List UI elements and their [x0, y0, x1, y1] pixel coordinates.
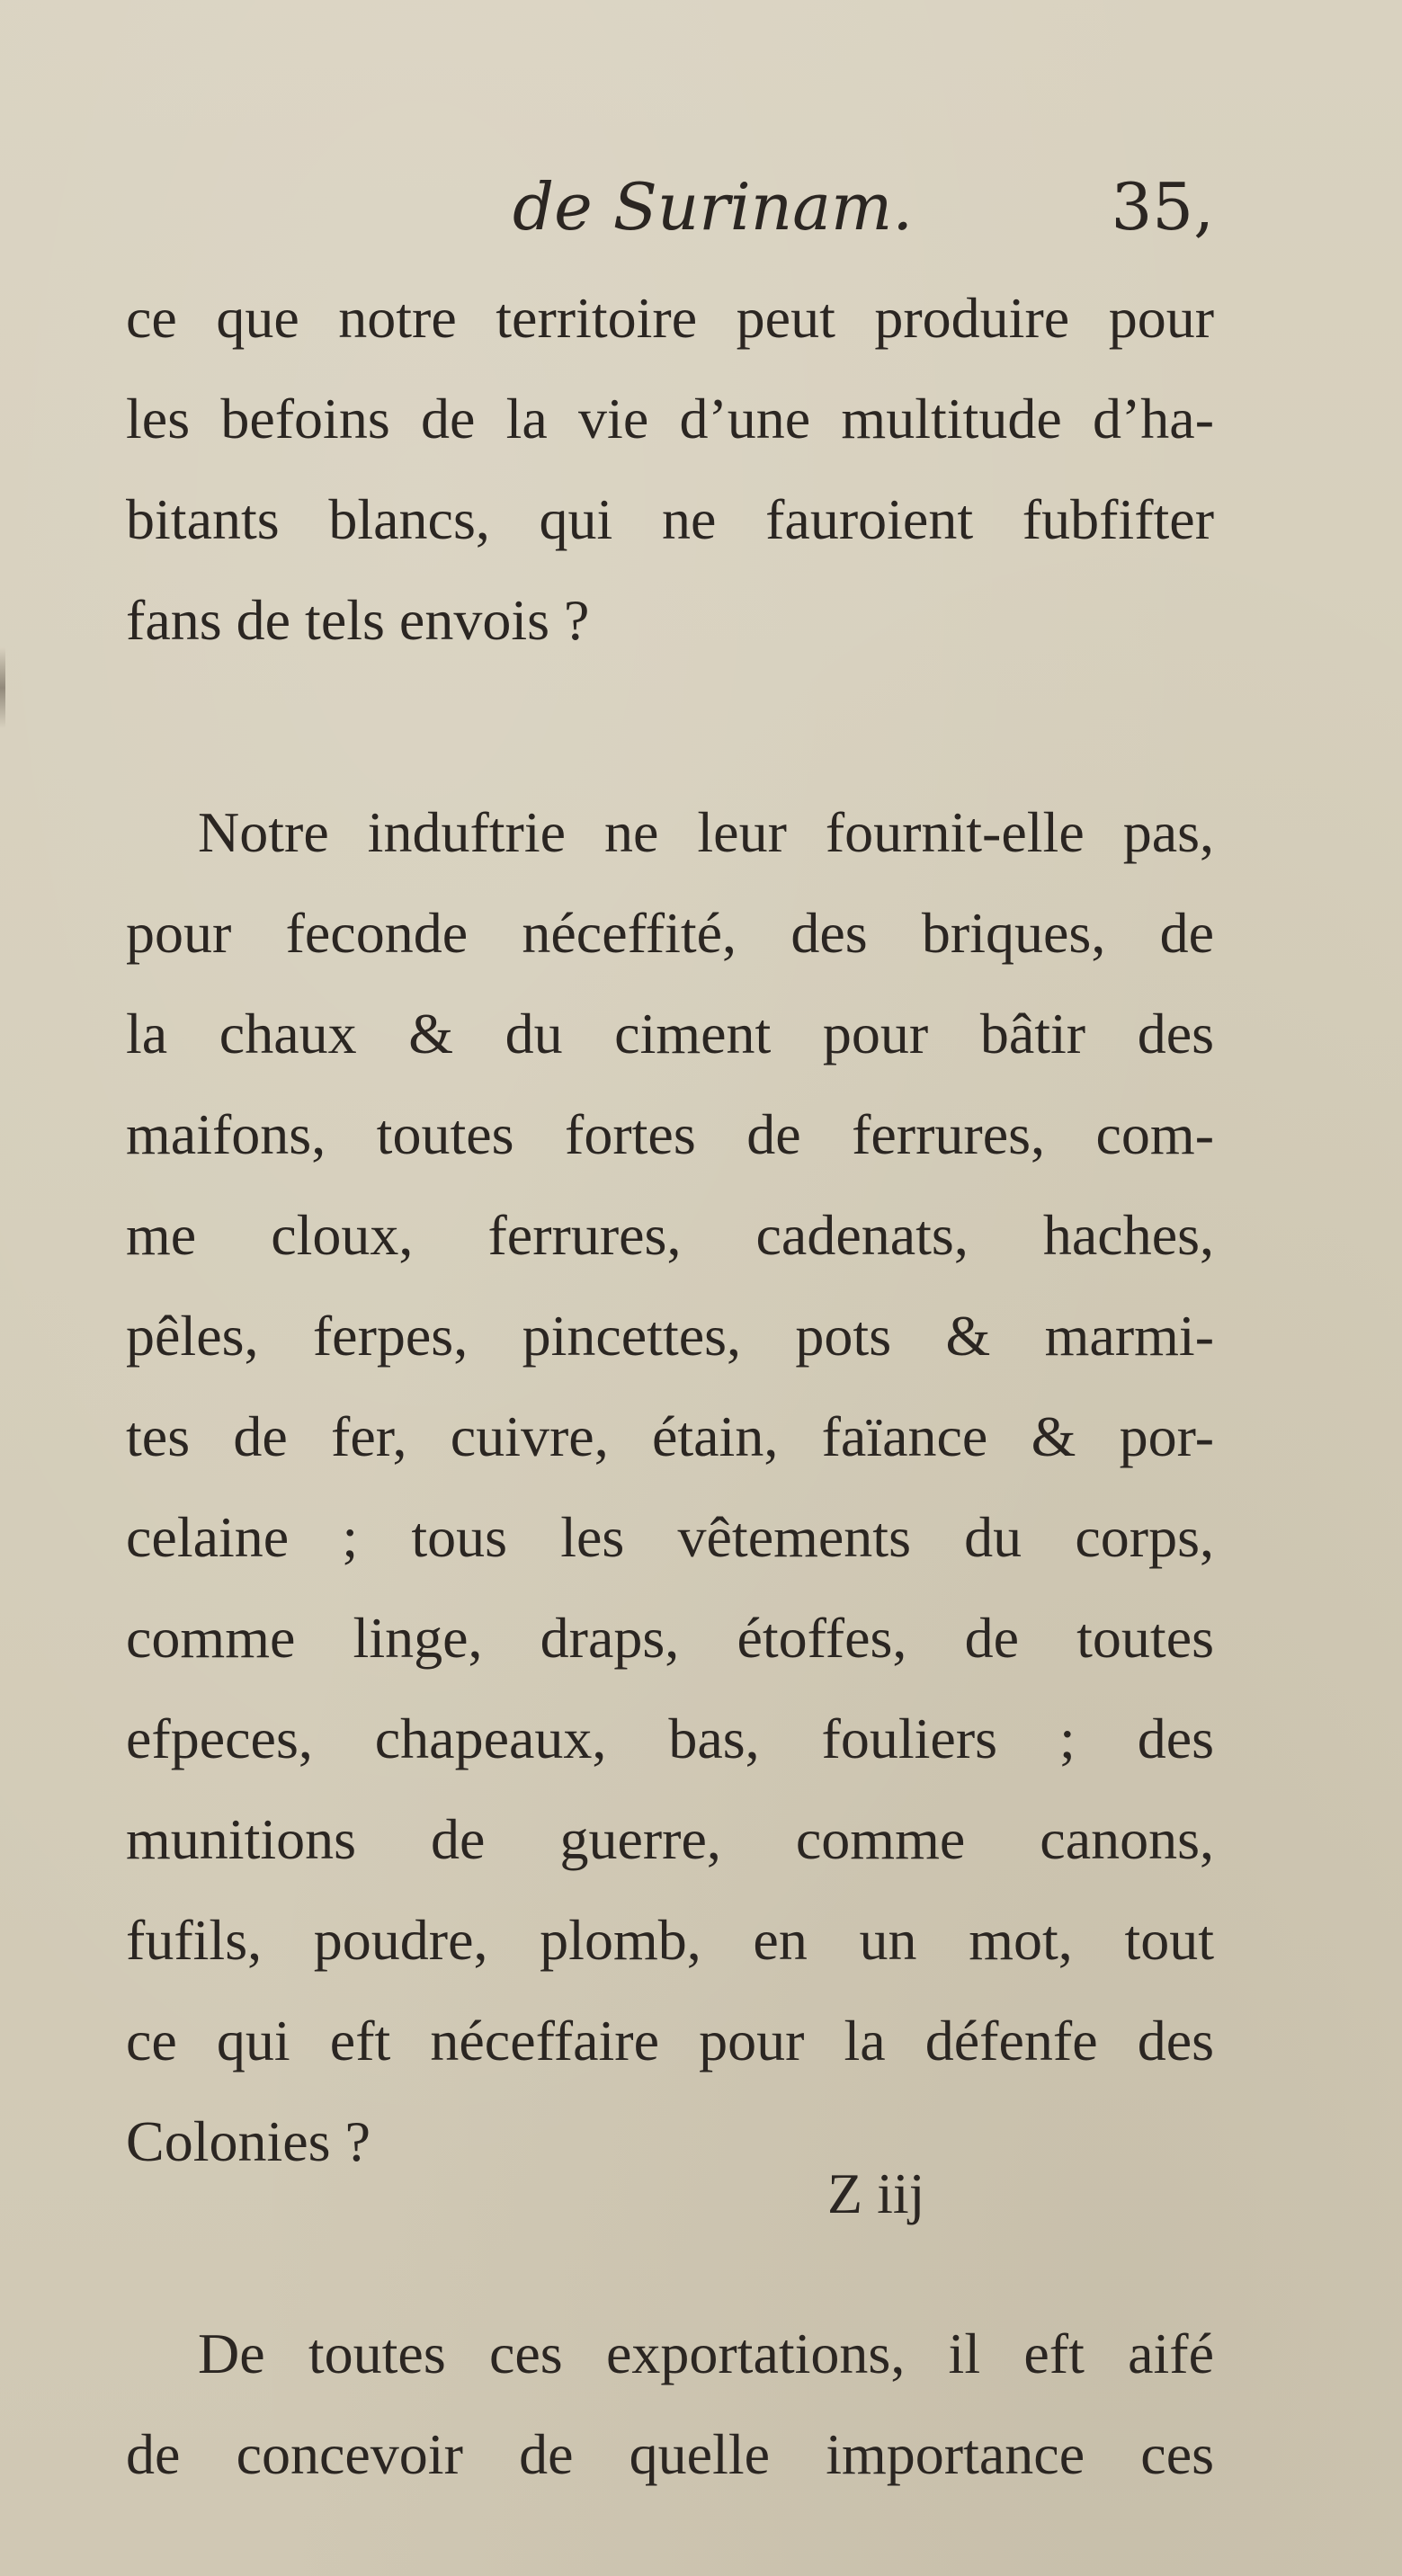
- text-line: ce qui eft néceffaire pour la défenfe des: [126, 2009, 1214, 2072]
- paragraph-3: [126, 2304, 1214, 2505]
- text-line: pêles, ferpes, pincettes, pots & marmi-: [126, 1304, 1214, 1368]
- text-line: la chaux & du ciment pour bâtir des: [126, 1002, 1214, 1065]
- text-line: Notre induftrie ne leur fournit-elle pas,: [198, 800, 1214, 864]
- page-header: [126, 162, 1214, 252]
- paragraph-gap: [126, 671, 1214, 782]
- text-line: ce que notre territoire peut produire pour: [126, 286, 1214, 350]
- page-edge-mark: [0, 647, 5, 728]
- text-line: Colonies ?: [126, 2109, 371, 2173]
- text-line: De toutes ces exportations, il eft aifé: [198, 2322, 1214, 2385]
- text-line: les befoins de la vie d’une multitude d’ha-: [126, 387, 1214, 450]
- text-line: fans de tels envois ?: [126, 588, 590, 652]
- paragraph-2: [126, 782, 1214, 2192]
- text-line: tes de fer, cuivre, étain, faïance & por-: [126, 1404, 1214, 1468]
- text-line: pour feconde néceffité, des briques, de: [126, 901, 1214, 965]
- signature-mark: Z iij: [827, 2162, 925, 2225]
- page-number: 35,: [1111, 169, 1214, 245]
- paragraph-1: [126, 268, 1214, 671]
- text-line: bitants blancs, qui ne fauroient fubfifter: [126, 487, 1214, 551]
- text-line: comme linge, draps, étoffes, de toutes: [126, 1606, 1214, 1670]
- text-line: munitions de guerre, comme canons,: [126, 1807, 1214, 1871]
- text-line: fufils, poudre, plomb, en un mot, tout: [126, 1908, 1214, 1972]
- running-head: de Surinam.: [513, 169, 914, 245]
- text-line: me cloux, ferrures, cadenats, haches,: [126, 1203, 1214, 1267]
- text-line: maifons, toutes fortes de ferrures, com-: [126, 1102, 1214, 1166]
- text-line: de concevoir de quelle importance ces: [126, 2422, 1214, 2486]
- text-line: celaine ; tous les vêtements du corps,: [126, 1505, 1214, 1569]
- text-line: efpeces, chapeaux, bas, fouliers ; des: [126, 1707, 1214, 1770]
- body-text: [126, 268, 1214, 2505]
- paragraph-gap: [126, 2192, 1214, 2304]
